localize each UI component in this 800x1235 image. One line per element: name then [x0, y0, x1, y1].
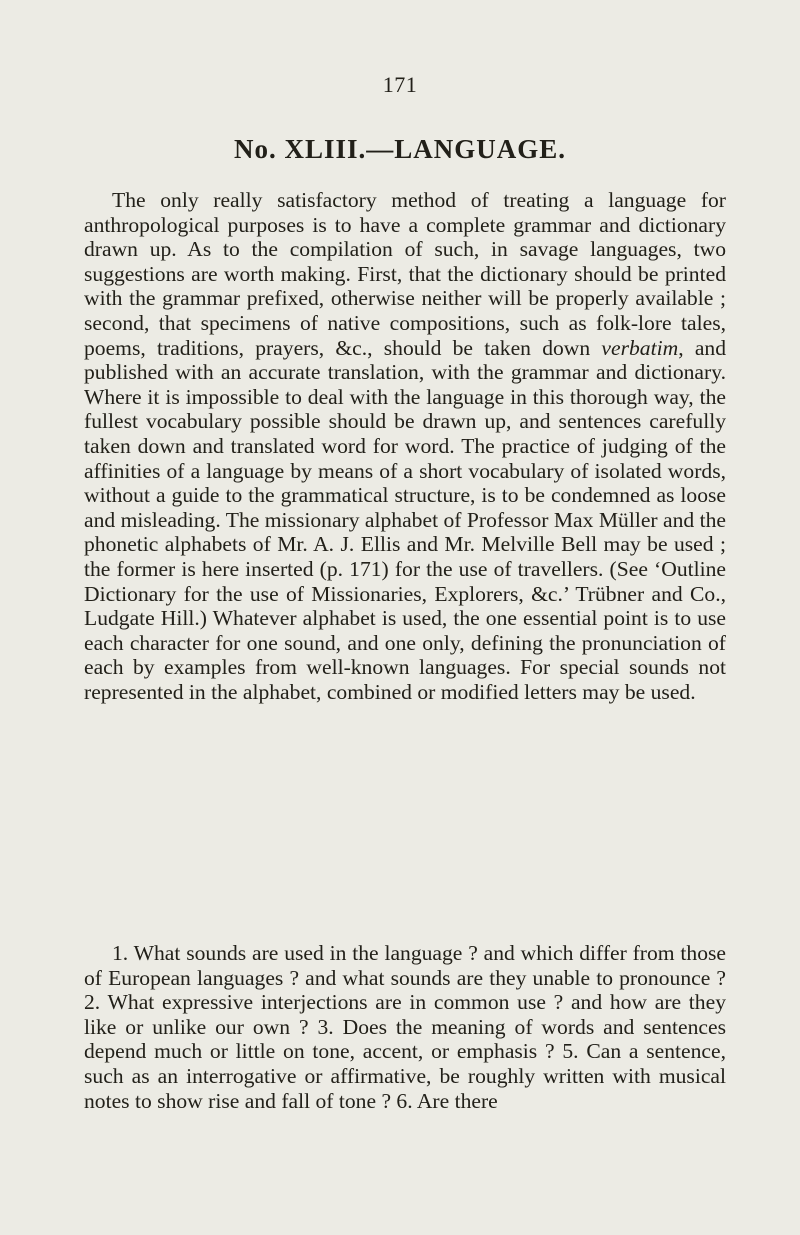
chapter-number: No. XLIII.	[233, 134, 367, 164]
chapter-dash: —	[366, 134, 395, 164]
chapter-heading	[0, 134, 800, 165]
chapter-title: LANGUAGE.	[394, 134, 567, 164]
paragraph-intro	[84, 188, 726, 704]
paragraph-intro-part-b: , and published with an accurate translation, with the grammar and dictionary. Where it is impossible to deal with the language in this thorough way, the fullest vocabulary possible should be drawn up, and sentences carefully taken down and translated word for word. The practice of judging of the affinities of a language by means of a short vocabulary of isolated words, without a guide to the grammatical structure, is to be condemned as loose and misleading. The missionary alphabet of Professor Max Müller and the phonetic alphabets of Mr. A. J. Ellis and Mr. Melville Bell may be used ; the former is here inserted (p. 171) for the use of travellers. (See ‘Outline Dictionary for the use of Missionaries, Explorers, &c.’ Trübner and Co., Ludgate Hill.) Whatever alphabet is used, the one essential point is to use each character for one sound, and one only, defining the pronunciation of each by examples from well-known languages. For special sounds not represented in the alphabet, combined or modified letters may be used.	[84, 335, 726, 704]
paragraph-intro-italic-word: verbatim	[601, 335, 679, 360]
paragraph-questions: 1. What sounds are used in the language ? and which differ from those of European languages ? and what sounds are they unable to pronounce ? 2. What expressive interjections are in common use ? and how are they like or unlike our own ? 3. Does the meaning of words and sentences depend much or little on tone, accent, or emphasis ? 5. Can a sentence, such as an interrogative or affirmative, be roughly written with musical notes to show rise and fall of tone ? 6. Are there	[84, 941, 726, 1113]
page-number: 171	[382, 72, 418, 97]
paragraph-intro-part-a: The only really satisfactory method of treating a language for anthropological purposes is to have a complete grammar and dictionary drawn up. As to the compilation of such, in savage languages, two suggestions are worth making. First, that the dictionary should be printed with the grammar prefixed, otherwise neither will be properly available ; second, that specimens of native compositions, such as folk-lore tales, poems, traditions, prayers, &c., should be taken down	[84, 188, 726, 360]
